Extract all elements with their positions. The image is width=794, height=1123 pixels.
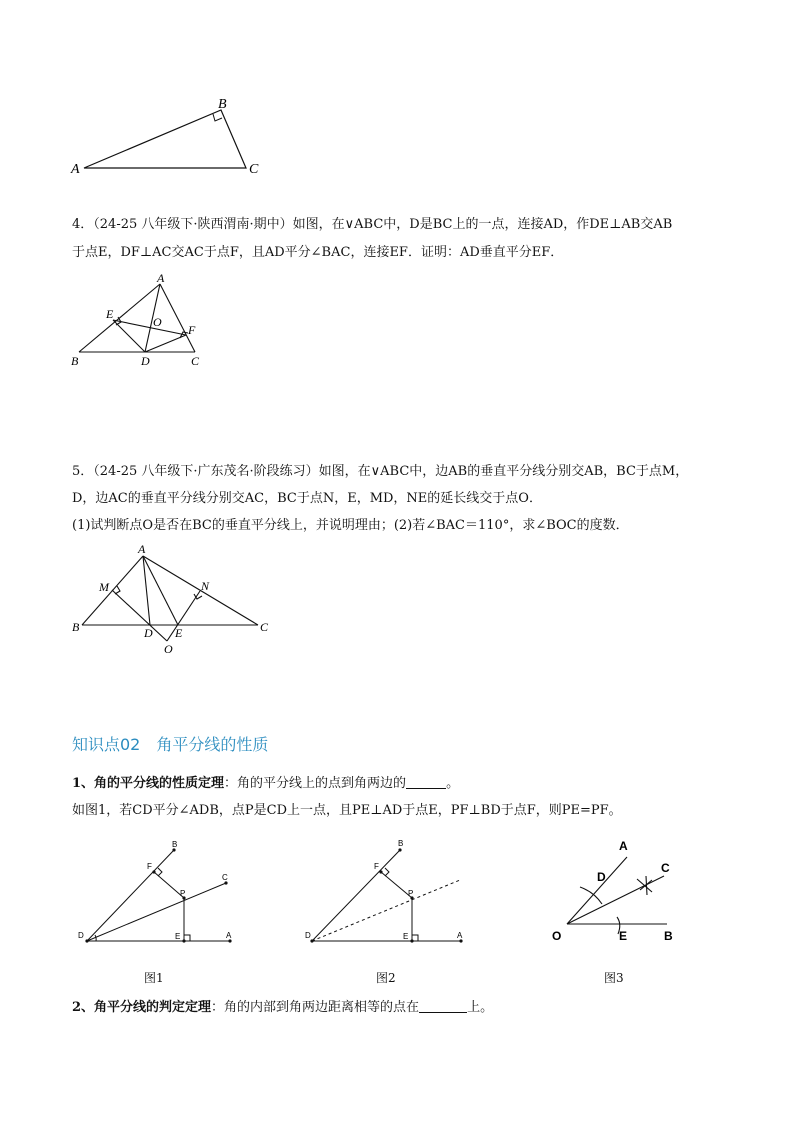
fig3-label-O: O [552,929,562,943]
fig1-label-P: P [180,889,186,898]
p4-label-B: B [71,354,79,368]
p4-label-C: C [191,354,200,368]
problem-4-line-1: 4．（24-25 八年级下·陕西渭南·期中）如图，在∨ABC中，D是BC上的一点，连接AD，作DE⊥AB交AB [72,217,673,232]
p5-label-O: O [164,642,173,656]
theorem-2-blank[interactable] [419,998,467,1013]
fig2-label-E: E [403,932,409,941]
p5-label-C: C [260,620,269,634]
section-title: 知识点02 角平分线的性质 [72,735,269,754]
fig3-label-C: C [661,861,670,875]
fig3-label-D: D [597,870,606,884]
fig3-label-E: E [619,929,628,943]
p5-label-A: A [138,542,146,556]
problem-4-line-2: 于点E，DF⊥AC交AC于点F，且AD平分∠BAC，连接EF．证明：AD垂直平分EF． [72,245,564,260]
p5-label-E: E [175,626,183,640]
p4-label-F: F [188,323,196,337]
fig2-label-P: P [408,889,414,898]
fig2-label-D: D [305,931,311,940]
p4-label-E: E [106,307,114,321]
fig1-label-A: A [226,931,232,940]
p5-label-N: N [201,579,210,593]
theorem-1-text: ：角的平分线上的点到角两边的 [224,776,407,791]
figure-3-caption: 图3 [604,971,624,985]
fig1-label-D: D [78,931,84,940]
figure-2-caption: 图2 [376,971,396,985]
theorem-2-end: 上。 [467,1000,494,1015]
p4-label-D: D [141,354,150,368]
fig1-label-E: E [175,932,181,941]
problem-5-line-3: (1)试判断点O是否在BC的垂直平分线上，并说明理由；(2)若∠BAC＝110°，求∠BOC的度数． [72,518,629,533]
fig3-label-A: A [619,839,628,853]
p5-label-D: D [144,626,153,640]
theorem-2-label: 2、角平分线的判定定理 [72,1000,212,1015]
fig1-label-F: F [147,862,152,871]
theorem-2-line [72,994,493,1021]
p5-label-B: B [72,620,80,634]
p4-label-A: A [157,271,165,285]
theorem-1-end: 。 [446,776,460,791]
problem-5-line-1: 5．（24-25 八年级下·广东茂名·阶段练习）如图，在∨ABC中，边AB的垂直平分线分别交AB，BC于点M， [72,464,689,479]
fig1-label-B: B [172,840,178,849]
theorem-2-text: ：角的内部到角两边距离相等的点在 [211,1000,420,1015]
fig1-label-C: C [222,873,228,882]
label-B: B [218,97,227,112]
p5-label-M: M [99,580,109,594]
figure-1-caption: 图1 [144,971,164,985]
fig2-label-A: A [457,931,463,940]
theorem-1-line-2: 如图1，若CD平分∠ADB，点P是CD上一点，且PE⊥AD于点E，PF⊥BD于点F，则PE=PF。 [72,803,622,818]
label-A: A [71,162,80,177]
fig3-label-B: B [664,929,673,943]
fig2-label-B: B [398,839,404,848]
p4-label-O: O [153,315,162,329]
theorem-1-label: 1、角的平分线的性质定理 [72,776,225,791]
problem-5-line-2: D，边AC的垂直平分线分别交AC，BC于点N，E，MD，NE的延长线交于点O． [72,491,542,506]
label-C: C [249,162,259,177]
fig2-label-F: F [374,862,379,871]
